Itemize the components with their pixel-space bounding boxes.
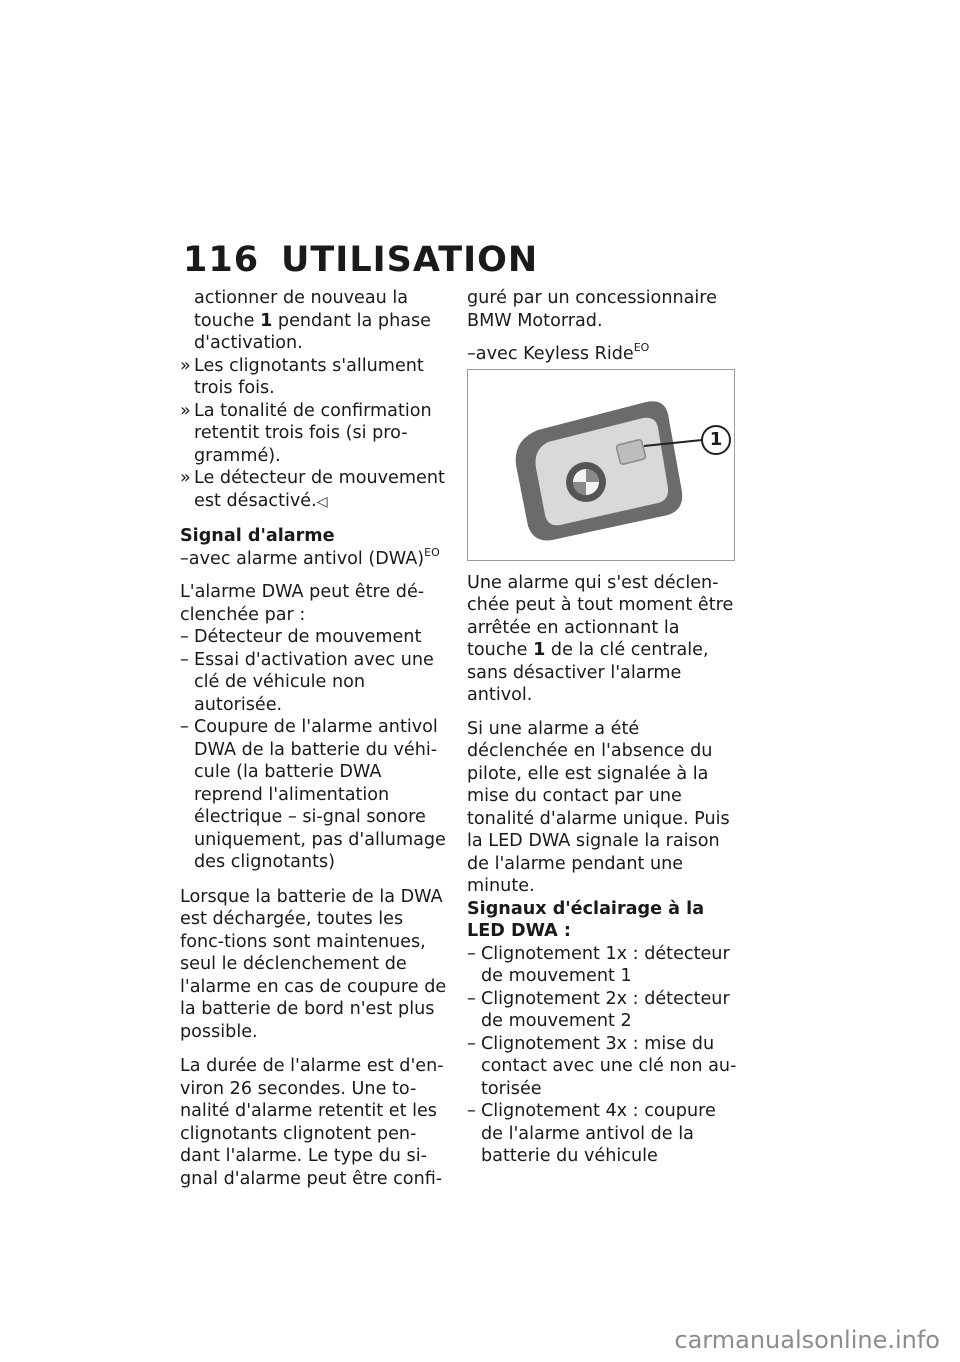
- paragraph: Une alarme qui s'est déclen-chée peut à tout moment être arrêtée en actionnant la touche 1 de la clé centrale, sans désactiver l'alarme antivol.: [467, 572, 734, 705]
- list-item: – Clignotement 4x : coupure de l'alarme antivol de la batterie du véhicule: [467, 1101, 716, 1166]
- result-item: » Les clignotants s'allument trois fois.: [180, 355, 424, 398]
- list-item: – Essai d'activation avec une clé de véhicule non autorisée.: [180, 649, 434, 715]
- key-reference: 1: [533, 640, 546, 660]
- list-item: – Clignotement 3x : mise du contact avec une clé non au-torisée: [467, 1033, 737, 1099]
- list-item: – Détecteur de mouvement: [180, 627, 422, 647]
- list-item: – Clignotement 1x : détecteur de mouvement 1: [467, 943, 730, 986]
- key-reference: 1: [260, 310, 273, 331]
- page-number: 116: [183, 240, 260, 280]
- result-item: » Le détecteur de mouvement est désactivé.◁: [180, 468, 445, 511]
- result-marker: »: [180, 468, 191, 488]
- result-marker: »: [180, 400, 191, 421]
- result-marker: »: [180, 355, 191, 376]
- paragraph: La durée de l'alarme est d'en-viron 26 secondes. Une to-nalité d'alarme retentit et les clignotants clignotent pen-dant l'alarme. Le type du si-gnal d'alarme peut être confi-: [180, 1056, 444, 1189]
- list-item: – Clignotement 2x : détecteur de mouvement 2: [467, 988, 730, 1031]
- section-heading: Signaux d'éclairage à la LED DWA :: [467, 898, 705, 941]
- right-column: [467, 287, 742, 1168]
- option-superscript: EO: [633, 341, 650, 354]
- continued-paragraph: guré par un concessionnaire BMW Motorrad.: [467, 288, 717, 331]
- list-item: – Coupure de l'alarme antivol DWA de la batterie du véhi-cule (la batterie DWA reprend l'alimentation électrique – si-gnal sonore uniquement, pas d'allumage des clignotants): [180, 717, 446, 872]
- continued-step: actionner de nouveau la touche 1 pendant la phase d'activation.: [194, 288, 431, 353]
- paragraph: Lorsque la batterie de la DWA est déchargée, toutes les fonc-tions sont maintenues, seul le déclenchement de l'alarme en cas de coupure de la batterie de bord n'est plus possible.: [180, 886, 447, 1042]
- watermark: carmanualsonline.info: [674, 1326, 940, 1354]
- section-heading: Signal d'alarme: [180, 526, 335, 546]
- section-title: UTILISATION: [281, 240, 539, 280]
- equipment-option: –avec Keyless Ride$^{EO}$: [467, 341, 650, 364]
- result-item: » La tonalité de confirmation retentit trois fois (si pro-grammé).: [180, 400, 432, 466]
- option-superscript: EO: [424, 545, 440, 559]
- paragraph: Si une alarme a été déclenchée en l'absence du pilote, elle est signalée à la mise du contact par une tonalité d'alarme unique. Puis la LED DWA signale la raison de l'alarme pendant une minute.: [467, 718, 730, 896]
- key-illustration: [467, 369, 735, 561]
- intro-text: L'alarme DWA peut être dé-clenchée par :: [180, 582, 425, 625]
- left-column: [180, 287, 450, 1190]
- key-fob-drawing: [468, 370, 736, 562]
- callout-label: 1: [709, 428, 723, 450]
- page-header: [183, 238, 538, 282]
- end-of-section-marker: ◁: [316, 493, 328, 510]
- equipment-option: –avec alarme antivol (DWA)$^{EO}$: [180, 545, 440, 569]
